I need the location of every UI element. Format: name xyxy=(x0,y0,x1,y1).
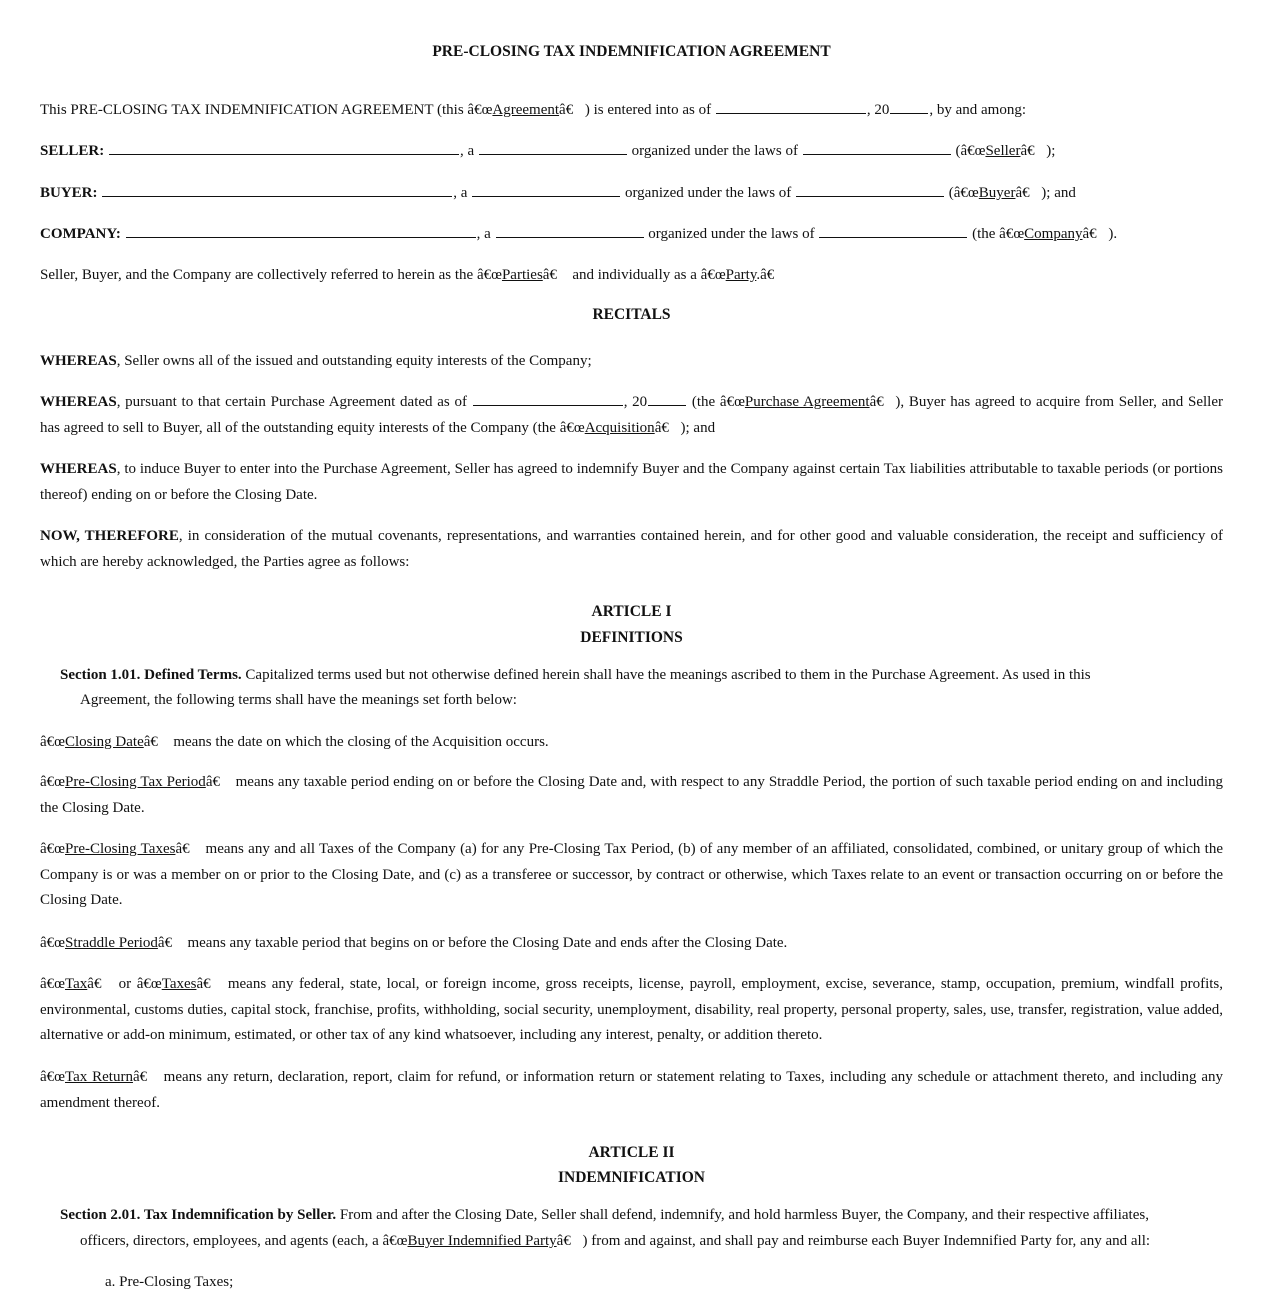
recital-lead: WHEREAS xyxy=(40,461,117,477)
section-1-01-continued: Agreement, the following terms shall have the meanings set forth below: xyxy=(80,692,517,708)
recital-text: (the â€œ xyxy=(687,394,745,410)
defined-term-parties: Parties xyxy=(501,267,543,283)
collective-suffix: .â€  xyxy=(756,267,786,283)
section-text: â€ ) from and against, and shall pay and reimburse each Buyer Indemnified Party for, any and all: xyxy=(556,1233,1151,1249)
party-a: , a xyxy=(453,185,468,201)
defined-term: Pre-Closing Taxes xyxy=(65,841,176,857)
quote-open: â€œ xyxy=(40,935,65,951)
recital-3 xyxy=(40,457,1223,508)
now-therefore-lead: NOW, THEREFORE xyxy=(40,528,179,544)
quote-close: â€  xyxy=(175,841,202,857)
quote-close: â€  xyxy=(196,976,223,992)
intro-mid: â€ ) is entered into as of xyxy=(559,102,712,118)
date-blank[interactable] xyxy=(716,99,866,114)
recital-2 xyxy=(40,390,1223,441)
article-2-name: INDEMNIFICATION xyxy=(558,1169,705,1186)
defined-term-purchase-agreement: Purchase Agreement xyxy=(744,394,870,410)
collective-prefix: Seller, Buyer, and the Company are collectively referred to herein as the â€œ xyxy=(40,267,502,283)
definition-tax-return xyxy=(40,1065,1223,1116)
definition-text: means any taxable period that begins on or before the Closing Date and ends after the Closing Date. xyxy=(183,935,788,951)
party-label: BUYER: xyxy=(40,185,98,201)
recital-text: â€ ), Buyer has agreed to acquire from Seller, and Seller has agreed to sell to Buyer, all of the outstanding equity interests of the Company (the â€œ xyxy=(40,394,1223,436)
party-close: â€ ); xyxy=(1020,143,1056,159)
party-label: COMPANY: xyxy=(40,226,121,242)
party-label: SELLER: xyxy=(40,143,105,159)
section-2-01 xyxy=(60,1205,1223,1225)
jurisdiction-blank[interactable] xyxy=(796,182,944,197)
section-1-01 xyxy=(60,665,1243,685)
definition-pre-closing-taxes xyxy=(40,837,1223,914)
quote-close: â€  xyxy=(132,1069,159,1085)
party-a: , a xyxy=(459,143,475,159)
article-2-number: ARTICLE II xyxy=(588,1144,675,1161)
defined-term-buyer: Buyer xyxy=(978,185,1016,201)
party-a: , a xyxy=(476,226,491,242)
section-2-01-continued xyxy=(80,1231,1223,1251)
section-heading: Section 2.01. Tax Indemnification by Seller. xyxy=(60,1207,337,1223)
definition-text: means any return, declaration, report, claim for refund, or information return or statement relating to Taxes, including any schedule or attachment thereto, and including any amendment thereof. xyxy=(40,1069,1223,1111)
purchase-date-blank[interactable] xyxy=(473,391,623,406)
quote-open: â€œ xyxy=(40,774,65,790)
intro-suffix: , by and among: xyxy=(929,102,1026,118)
now-therefore xyxy=(40,524,1223,575)
collective-reference xyxy=(40,265,1223,285)
recital-text: , Seller owns all of the issued and outstanding equity interests of the Company; xyxy=(116,353,592,369)
definition-closing-date xyxy=(40,732,1223,752)
quote-close: â€  xyxy=(143,734,170,750)
section-heading: Section 1.01. Defined Terms. xyxy=(60,667,242,683)
entity-type-blank[interactable] xyxy=(496,223,644,238)
definition-text: means the date on which the closing of the Acquisition occurs. xyxy=(169,734,549,750)
definition-text: means any taxable period ending on or before the Closing Date and, with respect to any Straddle Period, the portion of such taxable period ending on and including the Closing Date. xyxy=(40,774,1223,816)
defined-term: Tax xyxy=(65,976,88,992)
party-laws: organized under the laws of xyxy=(624,185,792,201)
quote-open: â€œ xyxy=(40,1069,65,1085)
defined-term: Pre-Closing Tax Period xyxy=(65,774,206,790)
party-open: (the â€œ xyxy=(972,226,1025,242)
recital-lead: WHEREAS xyxy=(40,394,117,410)
defined-term: Tax Return xyxy=(65,1069,133,1085)
definition-or: or â€œ xyxy=(113,976,162,992)
section-text: From and after the Closing Date, Seller shall defend, indemnify, and hold harmless Buyer, the Company, and their respective affiliates, xyxy=(336,1207,1149,1223)
definition-tax xyxy=(40,972,1223,1049)
quote-open: â€œ xyxy=(40,976,65,992)
section-text: officers, directors, employees, and agents (each, a â€œ xyxy=(80,1233,408,1249)
recital-text: â€ ); and xyxy=(654,419,716,436)
party-laws: organized under the laws of xyxy=(648,226,815,242)
definition-pre-closing-tax-period xyxy=(40,770,1223,821)
recitals-heading: RECITALS xyxy=(592,306,671,323)
party-name-blank[interactable] xyxy=(126,223,476,238)
article-1-number: ARTICLE I xyxy=(591,603,672,620)
definition-text: means any and all Taxes of the Company (a) for any Pre-Closing Tax Period, (b) of any member of an affiliated, consolidated, combined, or unitary group of which the Company is or was a member on or prior to the Closing Date, and (c) as a transferee or successor, by contract or otherwise, which Taxes relate to an event or transaction occurring on or before the Closing Date. xyxy=(40,841,1223,908)
recital-1 xyxy=(40,351,1223,371)
quote-close: â€  xyxy=(87,976,114,992)
defined-term-acquisition: Acquisition xyxy=(584,419,655,436)
party-close: â€ ); and xyxy=(1015,185,1076,201)
collective-mid: â€  and individually as a â€œ xyxy=(542,267,726,283)
now-therefore-text: , in consideration of the mutual covenants, representations, and warranties contained herein, and for other good and valuable consideration, the receipt and sufficiency of which are hereby acknowledged, the Parties agree as follows: xyxy=(40,528,1223,570)
recital-year-prefix: , 20 xyxy=(623,394,648,410)
recital-text: , pursuant to that certain Purchase Agreement dated as of xyxy=(116,394,467,410)
quote-open: â€œ xyxy=(40,734,65,750)
party-open: (â€œ xyxy=(948,185,979,201)
year-blank[interactable] xyxy=(890,99,928,114)
intro-paragraph xyxy=(40,99,1223,120)
recital-lead: WHEREAS xyxy=(40,353,117,369)
defined-term: Closing Date xyxy=(65,734,144,750)
party-close: â€ ). xyxy=(1082,226,1118,242)
intro-year-prefix: , 20 xyxy=(866,102,890,118)
party-open: (â€œ xyxy=(955,143,986,159)
article-1-name: DEFINITIONS xyxy=(580,629,683,646)
section-text: Capitalized terms used but not otherwise defined herein shall have the meanings ascribed to them in the Purchase Agreement. As used in this xyxy=(241,667,1091,683)
defined-term: Taxes xyxy=(161,976,197,992)
document-title: PRE-CLOSING TAX INDEMNIFICATION AGREEMENT xyxy=(432,43,831,60)
defined-term-buyer-indemnified-party: Buyer Indemnified Party xyxy=(407,1233,557,1249)
defined-term-seller: Seller xyxy=(985,143,1021,159)
party-buyer xyxy=(40,182,1223,203)
defined-term-agreement: Agreement xyxy=(492,102,560,118)
jurisdiction-blank[interactable] xyxy=(803,140,951,155)
intro-prefix: This PRE-CLOSING TAX INDEMNIFICATION AGREEMENT (this â€œ xyxy=(40,102,493,118)
quote-close: â€  xyxy=(205,774,232,790)
party-laws: organized under the laws of xyxy=(631,143,798,159)
purchase-year-blank[interactable] xyxy=(648,391,686,406)
party-company xyxy=(40,223,1223,244)
party-name-blank[interactable] xyxy=(102,182,452,197)
quote-open: â€œ xyxy=(40,841,65,857)
defined-term-party: Party xyxy=(725,267,757,283)
quote-close: â€  xyxy=(157,935,184,951)
entity-type-blank[interactable] xyxy=(472,182,620,197)
party-seller xyxy=(40,140,1223,161)
party-name-blank[interactable] xyxy=(109,140,459,155)
defined-term-company: Company xyxy=(1024,226,1083,242)
recital-text: , to induce Buyer to enter into the Purchase Agreement, Seller has agreed to indemnify Buyer and the Company against certain Tax liabilities attributable to taxable periods (or portions thereof) ending on or before the Closing Date. xyxy=(40,461,1223,503)
definition-straddle-period xyxy=(40,933,1223,953)
entity-type-blank[interactable] xyxy=(479,140,627,155)
jurisdiction-blank[interactable] xyxy=(819,223,967,238)
defined-term: Straddle Period xyxy=(65,935,158,951)
definition-text: means any federal, state, local, or foreign income, gross receipts, license, payroll, employment, excise, severance, stamp, occupation, premium, windfall profits, environmental, customs duties, capital stock, franchise, profits, withholding, social security, unemployment, disability, real property, personal property, sales, use, transfer, registration, value added, alternative or add-on minimum, estimated, or other tax of any kind whatsoever, including any interest, penalty, or addition thereto. xyxy=(40,976,1223,1043)
list-item-a: a. Pre-Closing Taxes; xyxy=(105,1274,234,1290)
